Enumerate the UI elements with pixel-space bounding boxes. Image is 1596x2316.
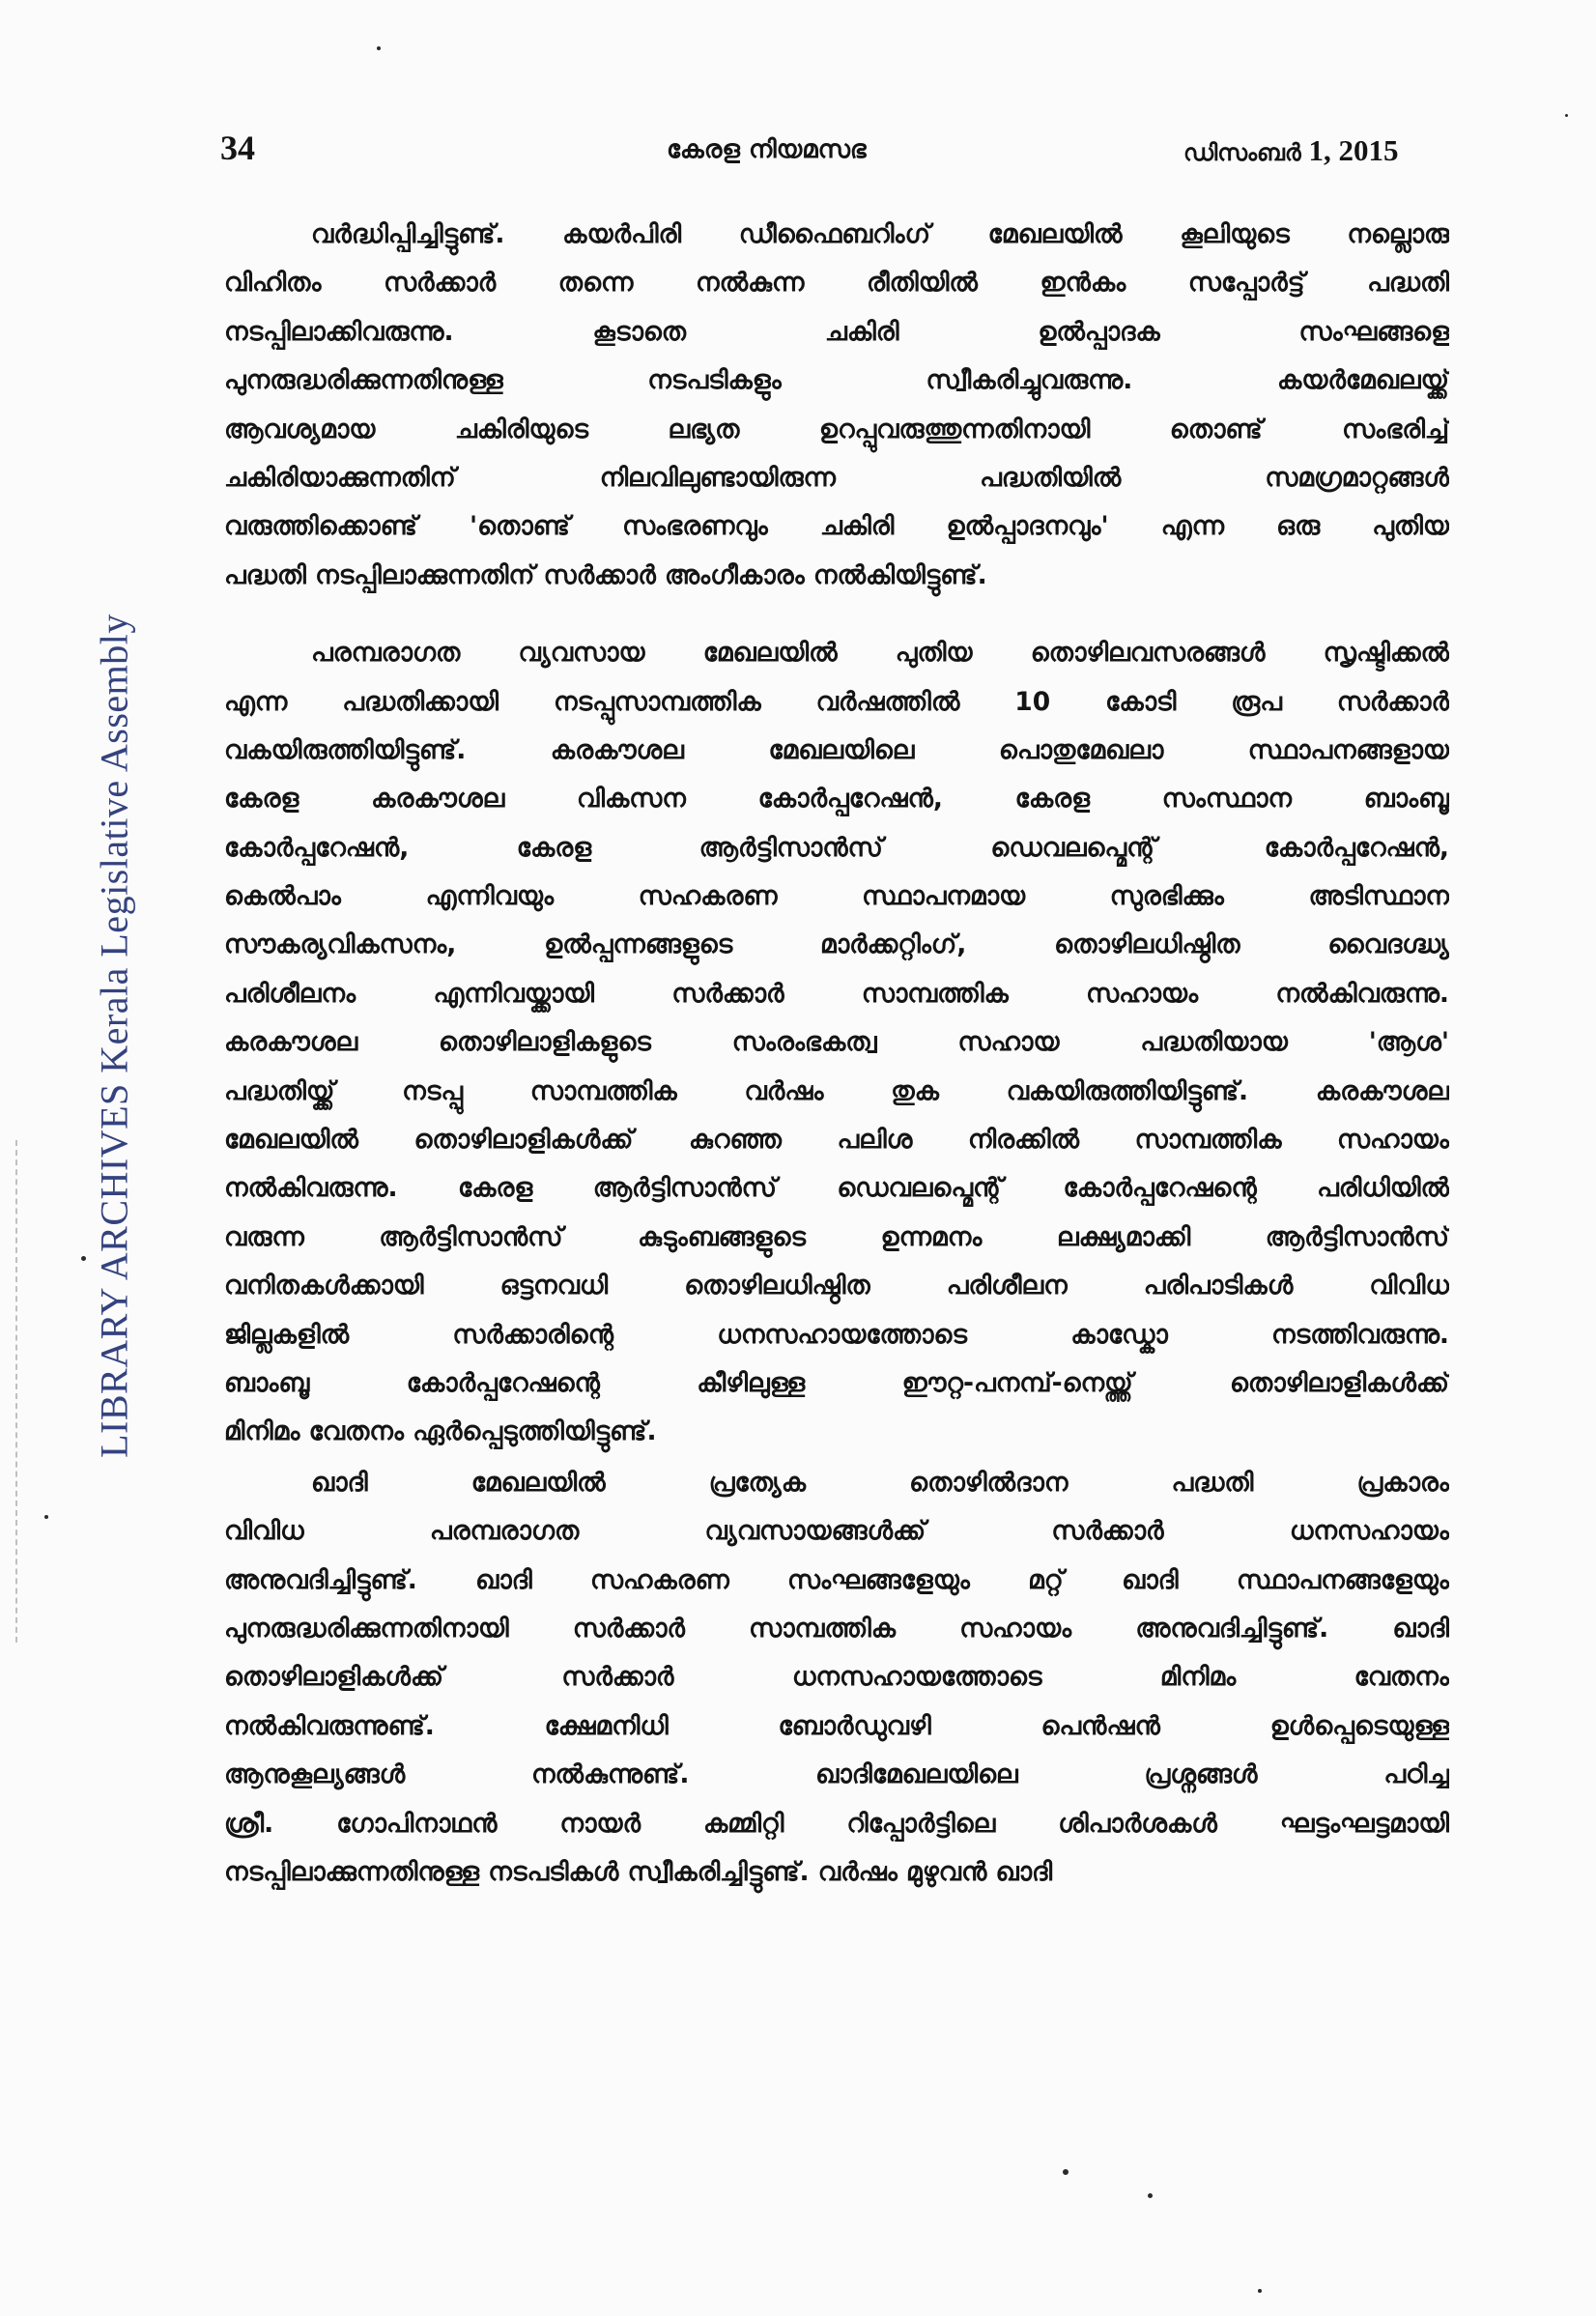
text-line: എന്ന പദ്ധതിക്കായി നടപ്പുസാമ്പത്തിക വർഷത്തിൽ 10 കോടി രൂപ സർക്കാർ — [224, 686, 1449, 717]
text-line: സൗകര്യവികസനം, ഉൽപ്പന്നങ്ങളുടെ മാർക്കറ്റിംഗ്, തൊഴിലധിഷ്ഠിത വൈദഗ്ദ്ധ്യ — [224, 929, 1449, 960]
text-line: വനിതകൾക്കായി ഒട്ടനവധി തൊഴിലധിഷ്ഠിത പരിശീലന പരിപാടികൾ വിവിധ — [224, 1271, 1449, 1301]
scan-speck — [1063, 2169, 1069, 2175]
text-line: ആനുകൂല്യങ്ങൾ നൽകുന്നുണ്ട്. ഖാദിമേഖലയിലെ പ്രശ്നങ്ങൾ പഠിച്ച — [224, 1759, 1449, 1790]
scan-speck — [44, 1515, 48, 1519]
text-line: ബാംബൂ കോർപ്പറേഷന്റെ കീഴിലുള്ള ഈറ്റ-പനമ്പ്-നെയ്ത്ത് തൊഴിലാളികൾക്ക് — [224, 1367, 1449, 1398]
text-line: നൽകിവരുന്നു. കേരള ആർട്ടിസാൻസ് ഡെവലപ്മെന്റ് കോർപ്പറേഷന്റെ പരിധിയിൽ — [224, 1173, 1449, 1204]
date-day-year: 1, 2015 — [1308, 133, 1399, 167]
text-line: പദ്ധതിയ്ക്ക് നടപ്പു സാമ്പത്തിക വർഷം തുക വകയിരുത്തിയിട്ടുണ്ട്. കരകൗശല — [224, 1075, 1449, 1106]
text-line: കരകൗശല തൊഴിലാളികളുടെ സംരംഭകത്വ സഹായ പദ്ധതിയായ 'ആശ' — [224, 1027, 1449, 1058]
text-line: വർദ്ധിപ്പിച്ചിട്ടുണ്ട്. കയർപിരി ഡീഫൈബറിംഗ് മേഖലയിൽ കൂലിയുടെ നല്ലൊരു — [311, 219, 1449, 249]
date-month: ഡിസംബർ — [1183, 139, 1301, 166]
text-line: നൽകിവരുന്നുണ്ട്. ക്ഷേമനിധി ബോർഡുവഴി പെൻഷൻ ഉൾപ്പെടെയുള്ള — [224, 1710, 1449, 1741]
text-line: ശ്രീ. ഗോപിനാഥൻ നായർ കമ്മിറ്റി റിപ്പോർട്ടിലെ ശിപാർശകൾ ഘട്ടംഘട്ടമായി — [224, 1808, 1449, 1839]
text-line: നടപ്പിലാക്കിവരുന്നു. കൂടാതെ ചകിരി ഉൽപ്പാദക സംഘങ്ങളെ — [224, 316, 1449, 347]
text-line: കെൽപാം എന്നിവയും സഹകരണ സ്ഥാപനമായ സുരഭിക്കും അടിസ്ഥാന — [224, 881, 1449, 912]
text-line: പരിശീലനം എന്നിവയ്ക്കായി സർക്കാർ സാമ്പത്തിക സഹായം നൽകിവരുന്നു. — [224, 978, 1449, 1009]
scan-speck — [1148, 2193, 1153, 2198]
text-line: വിഹിതം സർക്കാർ തന്നെ നൽകുന്ന രീതിയിൽ ഇൻകം സപ്പോർട്ട് പദ്ധതി — [224, 268, 1449, 299]
text-line: ജില്ലകളിൽ സർക്കാരിന്റെ ധനസഹായത്തോടെ കാഡ്കോ നടത്തിവരുന്നു. — [224, 1319, 1449, 1350]
paragraph-2 — [224, 629, 1449, 1457]
scan-speck — [377, 46, 381, 50]
text-line: പദ്ധതി നടപ്പിലാക്കുന്നതിന് സർക്കാർ അംഗീകാരം നൽകിയിട്ടുണ്ട്. — [224, 559, 987, 590]
page-number: 34 — [220, 129, 255, 167]
paragraph-3 — [224, 1459, 1449, 1898]
text-line: ചകിരിയാക്കുന്നതിന് നിലവിലുണ്ടായിരുന്ന പദ്ധതിയിൽ സമഗ്രമാറ്റങ്ങൾ — [224, 462, 1449, 493]
text-line: വിവിധ പരമ്പരാഗത വ്യവസായങ്ങൾക്ക് സർക്കാർ ധനസഹായം — [224, 1516, 1449, 1547]
text-line: പരമ്പരാഗത വ്യവസായ മേഖലയിൽ പുതിയ തൊഴിലവസരങ്ങൾ സൃഷ്ടിക്കൽ — [311, 638, 1449, 669]
text-line: നടപ്പിലാക്കുന്നതിനുള്ള നടപടികൾ സ്വീകരിച്ചിട്ടുണ്ട്. വർഷം മുഴുവൻ ഖാദി — [224, 1856, 1053, 1887]
scan-speck — [81, 1256, 86, 1261]
running-head-title: കേരള നിയമസഭ — [667, 135, 867, 164]
text-line: വകയിരുത്തിയിട്ടുണ്ട്. കരകൗശല മേഖലയിലെ പൊതുമേഖലാ സ്ഥാപനങ്ങളായ — [224, 734, 1449, 765]
text-line: മേഖലയിൽ തൊഴിലാളികൾക്ക് കുറഞ്ഞ പലിശ നിരക്കിൽ സാമ്പത്തിക സഹായം — [224, 1125, 1449, 1156]
paragraph-1 — [224, 211, 1449, 600]
text-line: വരുത്തിക്കൊണ്ട് 'തൊണ്ട് സംഭരണവും ചകിരി ഉൽപ്പാദനവും' എന്ന ഒരു പുതിയ — [224, 511, 1449, 542]
text-line: വരുന്ന ആർട്ടിസാൻസ് കുടുംബങ്ങളുടെ ഉന്നമനം ലക്ഷ്യമാക്കി ആർട്ടിസാൻസ് — [224, 1221, 1449, 1252]
text-line: പുനരുദ്ധരിക്കുന്നതിനായി സർക്കാർ സാമ്പത്തിക സഹായം അനുവദിച്ചിട്ടുണ്ട്. ഖാദി — [224, 1613, 1449, 1644]
scan-speck — [1565, 114, 1568, 117]
scan-speck — [1258, 2289, 1262, 2293]
text-line: അനുവദിച്ചിട്ടുണ്ട്. ഖാദി സഹകരണ സംഘങ്ങളേയും മറ്റ് ഖാദി സ്ഥാപനങ്ങളേയും — [224, 1564, 1449, 1595]
text-line: കേരള കരകൗശല വികസന കോർപ്പറേഷൻ, കേരള സംസ്ഥാന ബാംബൂ — [224, 784, 1449, 815]
body-text — [224, 211, 1449, 1897]
page-date — [1183, 133, 1398, 168]
archive-watermark: LIBRARY ARCHIVES Kerala Legislative Assembly — [92, 614, 136, 1458]
text-line: മിനിമം വേതനം ഏർപ്പെടുത്തിയിട്ടുണ്ട്. — [224, 1416, 657, 1447]
margin-rule — [15, 1140, 19, 1643]
text-line: പുനരുദ്ധരിക്കുന്നതിനുള്ള നടപടികളും സ്വീകരിച്ചുവരുന്നു. കയർമേഖലയ്ക്ക് — [224, 365, 1449, 396]
text-line: ആവശ്യമായ ചകിരിയുടെ ലഭ്യത ഉറപ്പുവരുത്തുന്നതിനായി തൊണ്ട് സംഭരിച്ച് — [224, 414, 1449, 444]
text-line: ഖാദി മേഖലയിൽ പ്രത്യേക തൊഴിൽദാന പദ്ധതി പ്രകാരം — [311, 1467, 1449, 1498]
text-line: കോർപ്പറേഷൻ, കേരള ആർട്ടിസാൻസ് ഡെവലപ്മെന്റ് കോർപ്പറേഷൻ, — [224, 832, 1449, 863]
text-line: തൊഴിലാളികൾക്ക് സർക്കാർ ധനസഹായത്തോടെ മിനിമം വേതനം — [224, 1662, 1449, 1693]
